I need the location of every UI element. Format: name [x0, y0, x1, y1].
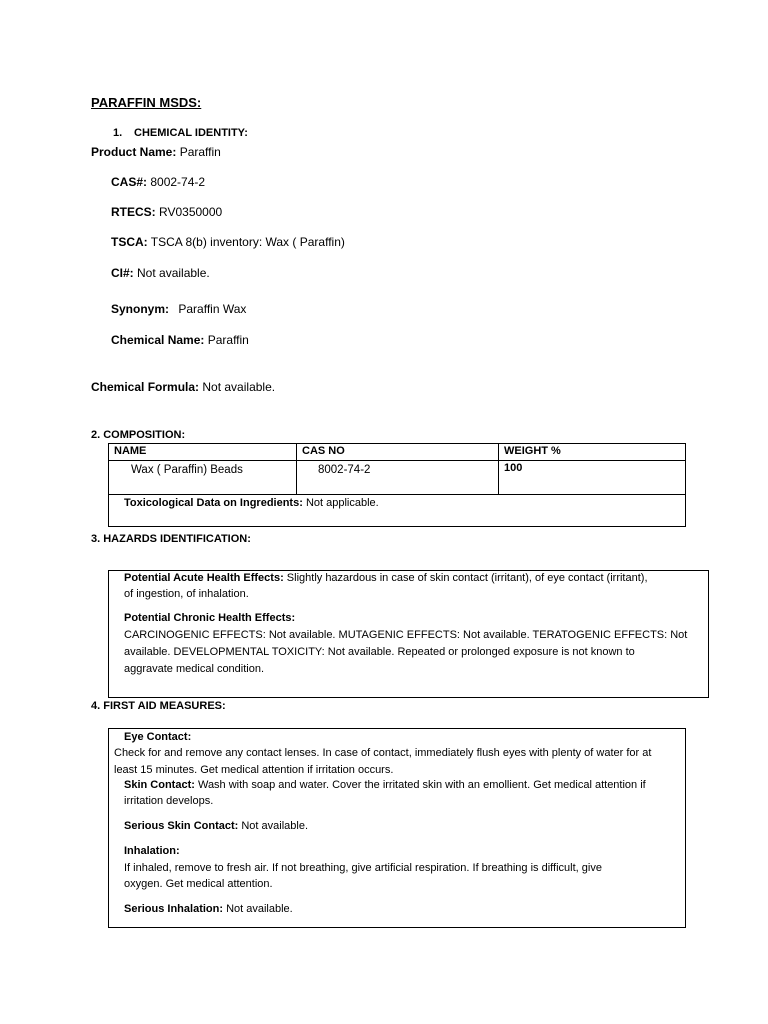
serious-skin-contact-value: Not available. [241, 820, 309, 832]
eye-contact-line2: least 15 minutes. Get medical attention if irritation occurs. [114, 764, 394, 776]
tox-data-value: Not applicable. [305, 497, 379, 509]
acute-effects-line2: of ingestion, of inhalation. [124, 588, 249, 600]
composition-table [108, 443, 686, 527]
chemical-formula-value: Not available. [202, 380, 276, 394]
product-name-label: Product Name: [91, 145, 177, 159]
product-name-row [91, 145, 221, 159]
table-row-divider [108, 494, 686, 495]
tox-data-row [124, 497, 379, 509]
inhalation-label: Inhalation: [124, 845, 180, 857]
synonym-label: Synonym: [111, 302, 170, 316]
table-cell-cas: 8002-74-2 [318, 464, 371, 476]
acute-effects-label: Potential Acute Health Effects: [124, 572, 284, 584]
chronic-effects-line1: CARCINOGENIC EFFECTS: Not available. MUTAGENIC EFFECTS: Not available. TERATOGENIC EFFECTS: Not [124, 629, 688, 641]
ci-label: CI#: [111, 266, 134, 280]
chemical-formula-label: Chemical Formula: [91, 380, 200, 394]
tsca-label: TSCA: [111, 235, 148, 249]
skin-contact-text: Wash with soap and water. Cover the irritated skin with an emollient. Get medical attention if [197, 779, 646, 791]
table-col-divider-2 [498, 443, 499, 494]
chronic-effects-label: Potential Chronic Health Effects: [124, 612, 296, 624]
section-1-heading: CHEMICAL IDENTITY: [134, 127, 248, 139]
serious-inhalation-row [124, 903, 293, 915]
section-4-heading: 4. FIRST AID MEASURES: [91, 700, 226, 712]
synonym-row [111, 302, 246, 316]
rtecs-value: RV0350000 [159, 205, 223, 219]
cas-value: 8002-74-2 [150, 175, 206, 189]
tsca-row [111, 235, 345, 249]
skin-contact-line2: irritation develops. [124, 795, 214, 807]
product-name-value: Paraffin [179, 145, 221, 159]
table-header-weight: WEIGHT % [504, 445, 561, 457]
table-col-divider-1 [296, 443, 297, 494]
acute-effects-line1 [124, 572, 648, 584]
cas-label: CAS#: [111, 175, 148, 189]
rtecs-row [111, 205, 222, 219]
chemical-formula-row [91, 380, 275, 394]
serious-inhalation-value: Not available. [226, 903, 293, 915]
table-cell-name: Wax ( Paraffin) Beads [131, 464, 243, 476]
tsca-value: TSCA 8(b) inventory: Wax ( Paraffin) [150, 235, 345, 249]
serious-skin-contact-row [124, 820, 308, 832]
eye-contact-label: Eye Contact: [124, 731, 192, 743]
document-title: PARAFFIN MSDS: [91, 95, 202, 110]
tox-data-label: Toxicological Data on Ingredients: [124, 497, 303, 509]
eye-contact-line1: Check for and remove any contact lenses. In case of contact, immediately flush eyes with plenty of water for at [114, 747, 652, 759]
chronic-effects-line3: aggravate medical condition. [124, 663, 265, 675]
chronic-effects-line2: available. DEVELOPMENTAL TOXICITY: Not available. Repeated or prolonged exposure is not known to [124, 646, 635, 658]
chemical-name-label: Chemical Name: [111, 333, 205, 347]
acute-effects-text: Slightly hazardous in case of skin contact (irritant), of eye contact (irritant), [286, 572, 648, 584]
cas-row [111, 175, 205, 189]
table-header-cas: CAS NO [302, 445, 345, 457]
serious-skin-contact-label: Serious Skin Contact: [124, 820, 239, 832]
chemical-name-value: Paraffin [207, 333, 249, 347]
serious-inhalation-label: Serious Inhalation: [124, 903, 224, 915]
table-header-name: NAME [114, 445, 147, 457]
inhalation-line2: oxygen. Get medical attention. [124, 878, 273, 890]
inhalation-line1: If inhaled, remove to fresh air. If not breathing, give artificial respiration. If breathing is difficult, give [124, 862, 602, 874]
chemical-name-row [111, 333, 249, 347]
section-3-heading: 3. HAZARDS IDENTIFICATION: [91, 533, 251, 545]
section-2-heading: 2. COMPOSITION: [91, 429, 186, 441]
section-1-number: 1. [113, 127, 123, 139]
skin-contact-label: Skin Contact: [124, 779, 195, 791]
table-cell-weight: 100 [504, 462, 523, 474]
ci-value: Not available. [137, 266, 210, 280]
rtecs-label: RTECS: [111, 205, 156, 219]
ci-row [111, 266, 210, 280]
skin-contact-line1 [124, 779, 646, 791]
synonym-value: Paraffin Wax [178, 302, 247, 316]
table-header-divider [108, 460, 686, 461]
